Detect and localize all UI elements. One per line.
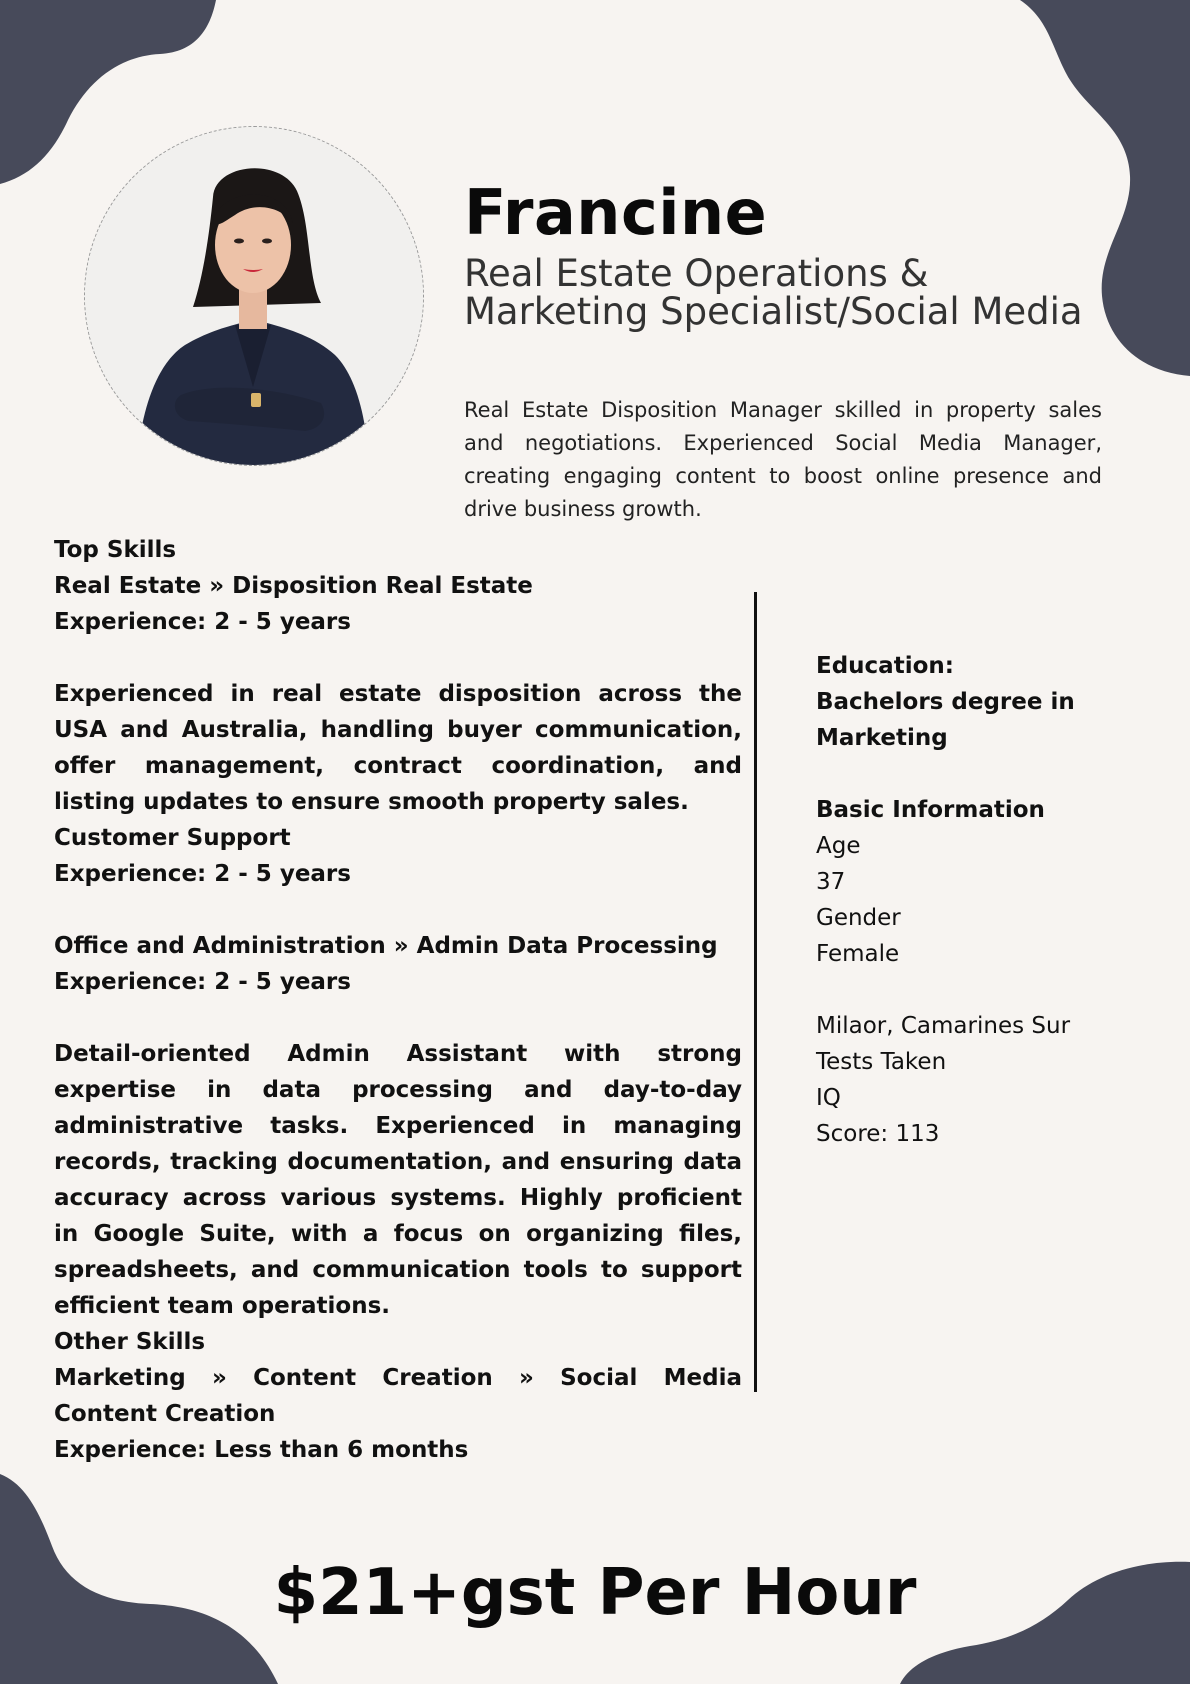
skills-heading: Top Skills xyxy=(54,537,177,563)
profile-title: Real Estate Operations & Marketing Specialist/Social Media xyxy=(464,252,1083,333)
profile-summary: Real Estate Disposition Manager skilled in property sales and negotiations. Experienced Social Media Manager, creating engaging content to boost online presence and drive business growth. xyxy=(464,398,1102,521)
location-value: Milaor, Camarines Sur xyxy=(816,1013,1071,1039)
skill-description: Experienced in real estate disposition across the USA and Australia, handling buyer communication, offer management, contract coordination, and listing updates to ensure smooth property sales. xyxy=(54,681,742,815)
basic-info-heading: Basic Information xyxy=(816,797,1045,823)
column-divider xyxy=(754,592,757,1392)
skill-experience: Experience: 2 - 5 years xyxy=(54,609,351,635)
info-sidebar xyxy=(816,648,1146,1152)
gender-label: Gender xyxy=(816,905,901,931)
gender-value: Female xyxy=(816,941,900,967)
other-skills-heading: Other Skills xyxy=(54,1329,206,1355)
other-skill-experience: Experience: Less than 6 months xyxy=(54,1437,469,1463)
skill-name: Office and Administration » Admin Data Processing xyxy=(54,933,718,959)
profile-name: Francine xyxy=(464,176,768,249)
hourly-rate: $21+gst Per Hour xyxy=(273,1556,917,1630)
skill-experience: Experience: 2 - 5 years xyxy=(54,969,351,995)
test-score: Score: 113 xyxy=(816,1121,940,1147)
skill-name: Real Estate » Disposition Real Estate xyxy=(54,573,533,599)
profile-photo xyxy=(84,126,424,466)
age-label: Age xyxy=(816,833,861,859)
test-name: IQ xyxy=(816,1085,841,1111)
skill-experience: Experience: 2 - 5 years xyxy=(54,861,351,887)
education-value: Bachelors degree in Marketing xyxy=(816,689,1075,751)
person-portrait-icon xyxy=(85,127,423,465)
skill-name: Customer Support xyxy=(54,825,291,851)
skills-section xyxy=(54,532,742,1468)
skill-description: Detail-oriented Admin Assistant with strong expertise in data processing and day-to-day administrative tasks. Experienced in managing records, tracking documentation, and ensuring data accuracy across various systems. Highly proficient in Google Suite, with a focus on organizing files, spreadsheets, and communication tools to support efficient team operations. xyxy=(54,1041,742,1319)
age-value: 37 xyxy=(816,869,846,895)
other-skill-name: Marketing » Content Creation » Social Media Content Creation xyxy=(54,1365,742,1427)
tests-label: Tests Taken xyxy=(816,1049,947,1075)
education-heading: Education: xyxy=(816,653,954,679)
